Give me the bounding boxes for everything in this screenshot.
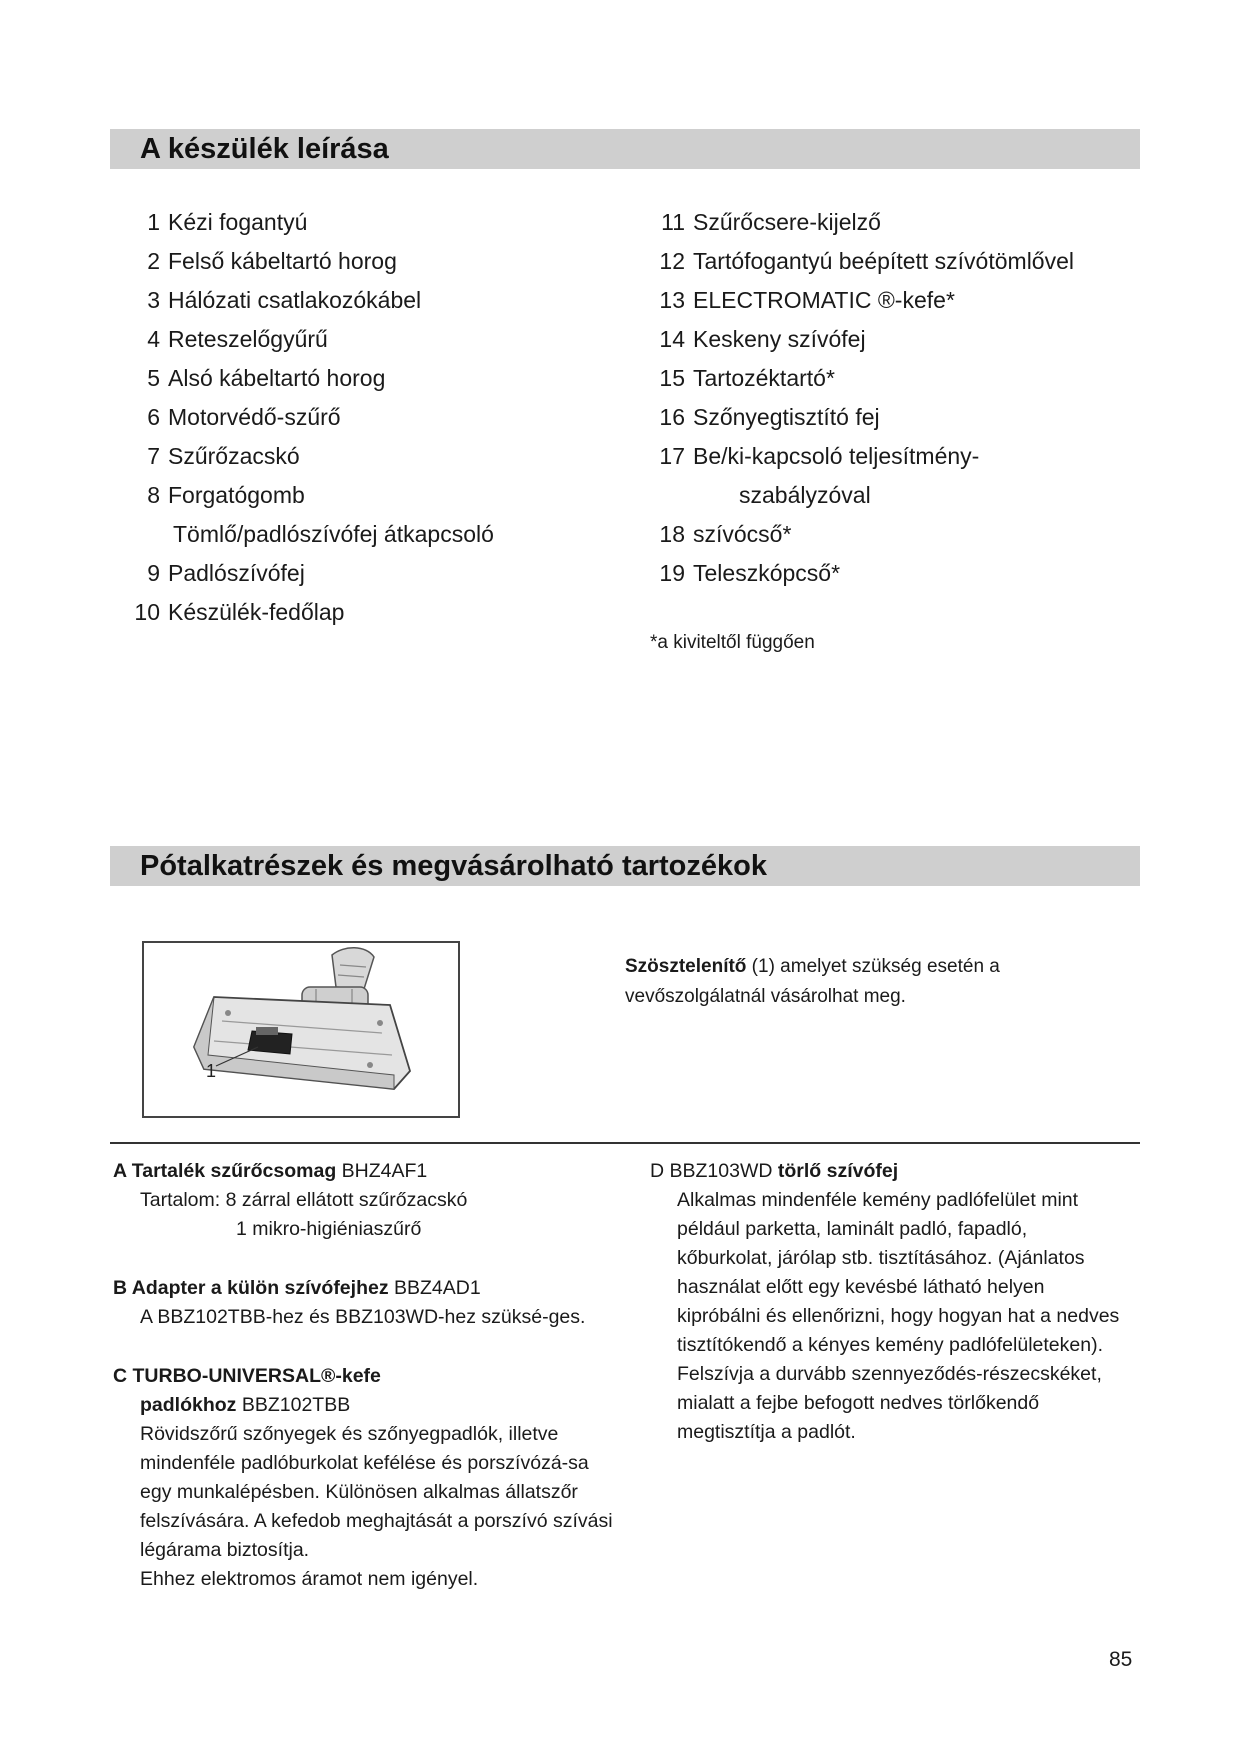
list-item: 4 Reteszelőgyűrű (147, 326, 328, 352)
floor-nozzle-figure (142, 941, 460, 1118)
intro-text: Szösztelenítő (1) amelyet szükség esetén a vevőszolgálatnál vásárolhat meg. (625, 956, 1000, 1007)
list-item: 16 Szőnyegtisztító fej (659, 404, 880, 430)
accessory-c-text: Rövidszőrű szőnyegek és szőnyegpadlók, illetve mindenféle padlóburkolat kefélése és porszívózá-sa egy munkalépésben. Különösen alkalmas állatszőr felszívására. A kefedob meghajtását a porszívó szívási légárama biztosítja. (140, 1423, 613, 1561)
accessory-d-text: Felszívja a durvább szennyeződés-részecskéket, mialatt a fejbe befogott nedves törlőkendő megtisztítja a padlót. (677, 1363, 1102, 1443)
footnote: *a kiviteltől függően (650, 632, 815, 653)
list-item: 11 Szűrőcsere-kijelző (661, 209, 881, 235)
accessory-c-heading: C TURBO-UNIVERSAL®-kefe (113, 1365, 381, 1387)
list-item: 15 Tartozéktartó* (659, 365, 835, 391)
list-item: 9 Padlószívófej (147, 560, 305, 586)
list-item: 10 Készülék-fedőlap (134, 599, 345, 625)
list-item: Tömlő/padlószívófej átkapcsoló (173, 521, 494, 547)
list-item: 6 Motorvédő-szűrő (147, 404, 341, 430)
accessory-b-text: A BBZ102TBB-hez és BBZ103WD-hez szüksé-ges. (140, 1306, 586, 1328)
accessories-right-column (650, 1157, 1140, 1447)
list-item: 13 ELECTROMATIC ®-kefe* (659, 287, 955, 313)
accessory-a-heading: A Tartalék szűrőcsomag BHZ4AF1 (113, 1160, 428, 1182)
list-item: 3 Hálózati csatlakozókábel (147, 287, 422, 313)
page-number: 85 (1109, 1648, 1133, 1671)
list-item: 1 Kézi fogantyú (147, 209, 308, 235)
list-item: 2 Felső kábeltartó horog (147, 248, 397, 274)
accessory-d-heading: D BBZ103WD törlő szívófej (650, 1160, 899, 1182)
section-title: Pótalkatrészek és megvásárolható tartozékok (140, 850, 767, 882)
figure-callout-number: 1 (206, 1061, 217, 1081)
list-item: 14 Keskeny szívófej (659, 326, 866, 352)
divider (110, 1142, 1140, 1144)
list-item: 5 Alsó kábeltartó horog (147, 365, 386, 391)
accessory-c-subheading: padlókhoz BBZ102TBB (140, 1394, 351, 1416)
accessory-a-line: Tartalom: 8 zárral ellátott szűrőzacskó (140, 1189, 468, 1211)
floor-nozzle-illustration (144, 943, 458, 1116)
parts-list-right (655, 203, 1074, 593)
list-item: 8 Forgatógomb (147, 482, 305, 508)
accessories-left-column (113, 1157, 633, 1594)
list-item: szabályzóval (739, 482, 871, 508)
list-item: 18 szívócső* (659, 521, 792, 547)
list-item: 17 Be/ki-kapcsoló teljesítmény- (659, 443, 980, 469)
list-item: 7 Szűrőzacskó (147, 443, 300, 469)
accessory-a-line: 1 mikro-higiéniaszűrő (236, 1218, 422, 1240)
accessory-c-text: Ehhez elektromos áramot nem igényel. (140, 1568, 479, 1590)
section-header-accessories (110, 846, 1140, 886)
accessory-d-text: Alkalmas mindenféle kemény padlófelület mint például parketta, laminált padló, fapadló, kőburkolat, járólap stb. tisztításához. (Ajánlatos használat előtt egy kevésbé látható helyen kipróbálni és ellenőrizni, hogy hogyan hat a nedves tisztítókendő a kényes kemény padlófelületeken). (677, 1189, 1120, 1356)
list-item: 19 Teleszkópcső* (659, 560, 841, 586)
section-title: A készülék leírása (140, 133, 389, 165)
accessory-b-heading: B Adapter a külön szívófejhez BBZ4AD1 (113, 1277, 481, 1299)
section-header-description (110, 129, 1140, 169)
parts-list-left (120, 203, 494, 632)
list-item: 12 Tartófogantyú beépített szívótömlővel (659, 248, 1074, 274)
